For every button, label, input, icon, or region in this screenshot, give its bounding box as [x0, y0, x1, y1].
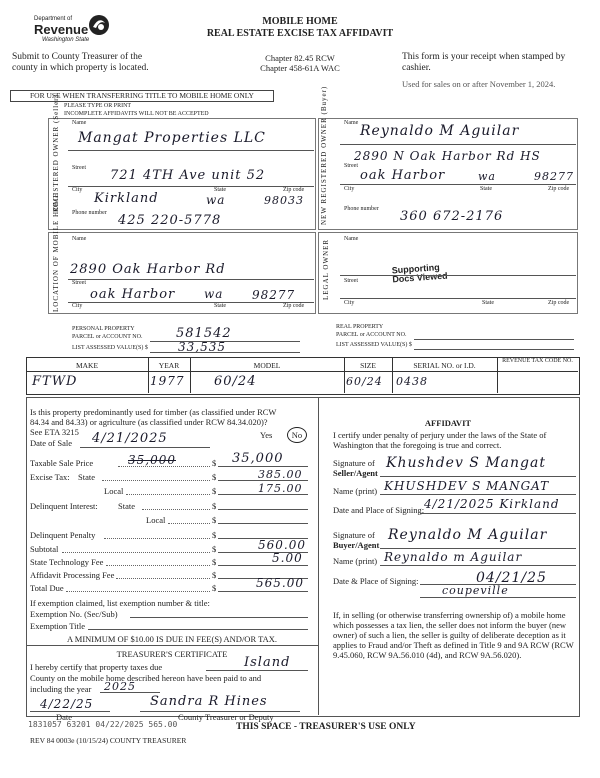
delinquent-state-dollar: $ [212, 501, 217, 511]
year-value[interactable]: 1977 [150, 374, 185, 388]
seller-zip-value[interactable]: 98033 [264, 194, 304, 207]
subtotal-label: Subtotal [30, 544, 59, 554]
buyer-name-value[interactable]: Reynaldo M Aguilar [360, 123, 520, 139]
treasurer-date-value[interactable]: 4/22/25 [40, 697, 94, 711]
seller-name-label: Name [72, 120, 87, 126]
form-title-2: REAL ESTATE EXCISE TAX AFFIDAVIT [206, 28, 394, 39]
seller-phone-value[interactable]: 425 220-5778 [118, 213, 222, 228]
seller-side-label: REGISTERED OWNER (Seller) [52, 94, 60, 212]
location-side-label: LOCATION OF MOBILE HOME [52, 192, 60, 312]
total-due-label: Total Due [30, 583, 64, 593]
location-zip-label: Zip code [283, 303, 305, 309]
logo-washington-text: Washington State [42, 37, 90, 43]
receipt-note-2: cashier. [402, 63, 431, 73]
seller-city-label: City [72, 187, 83, 193]
buyer-phone-value[interactable]: 360 672-2176 [400, 209, 504, 224]
affidavit-fee-dollar: $ [212, 570, 217, 580]
legal-owner-side-label: LEGAL OWNER [322, 238, 330, 300]
legal-name-label: Name [344, 236, 359, 242]
location-name-label: Name [72, 236, 87, 242]
treasurer-line-2: County on the mobile home described hereon have been paid to and [30, 673, 262, 683]
subtotal-dollar: $ [212, 544, 217, 554]
excise-state-value[interactable]: 385.00 [258, 468, 303, 481]
treasurer-certificate-title: TREASURER'S CERTIFICATE [116, 649, 228, 659]
col-size: SIZE [360, 361, 376, 370]
exemption-note: If exemption claimed, list exemption number & title: [30, 598, 210, 608]
personal-property-label: PERSONAL PROPERTY [72, 326, 135, 332]
taxable-dollar: $ [212, 458, 217, 468]
buyer-state-label: State [480, 186, 492, 192]
seller-sig-label-1: Signature of [333, 458, 375, 468]
col-year: YEAR [158, 361, 180, 370]
personal-parcel-value[interactable]: 581542 [176, 326, 232, 341]
location-state-label: State [214, 303, 226, 309]
location-state-value[interactable]: wa [204, 287, 224, 301]
seller-sig-label-2: Seller/Agent [333, 468, 378, 478]
legal-street-label: Street [344, 278, 358, 284]
seller-name-print[interactable]: KHUSHDEV S MANGAT [384, 479, 550, 493]
buyer-city-label: City [344, 186, 355, 192]
seller-name-value[interactable]: Mangat Properties LLC [78, 130, 266, 146]
affidavit-text-1: I certify under penalty of perjury under the laws of the State of [333, 430, 547, 440]
buyer-side-label: NEW REGISTERED OWNER (Buyer) [320, 85, 328, 225]
form-title-1: MOBILE HOME [262, 16, 338, 27]
logo-revenue-text: Revenue [34, 22, 89, 37]
buyer-place[interactable]: coupeville [442, 584, 509, 597]
buyer-date-place-label: Date & Place of Signing: [333, 576, 419, 586]
buyer-signature[interactable]: Reynaldo M Aguilar [388, 527, 548, 543]
treasurer-county-value[interactable]: Island [244, 655, 291, 670]
subtotal-value[interactable]: 560.00 [258, 538, 306, 552]
col-make: MAKE [75, 361, 99, 370]
supporting-docs-stamp: Supporting Docs Viewed [391, 262, 448, 285]
buyer-sig-label-2: Buyer/Agent [333, 540, 380, 550]
lien-warning-4: applies to Fraud and/or Theft as defined in Title 9 and 9A RCW (RCW [333, 640, 574, 650]
serial-value[interactable]: 0438 [396, 375, 428, 388]
location-city-label: City [72, 303, 83, 309]
seller-state-value[interactable]: wa [206, 193, 226, 207]
location-street-value[interactable]: 2890 Oak Harbor Rd [70, 262, 226, 277]
seller-date-place-label: Date and Place of Signing: [333, 505, 425, 515]
affidavit-text-2: Washington that the foregoing is true and correct. [333, 440, 502, 450]
buyer-name-print[interactable]: Reynaldo m Aguilar [384, 550, 523, 564]
legal-city-label: City [344, 300, 355, 306]
logo-swirl-icon [88, 14, 110, 36]
treasurer-use-only: THIS SPACE - TREASURER'S USE ONLY [236, 722, 416, 732]
delinquent-local-dollar: $ [212, 515, 217, 525]
minimum-due-note: A MINIMUM OF $10.00 IS DUE IN FEE(S) AND/OR TAX. [66, 634, 278, 644]
lien-warning-2: which possesses a tax lien, the seller does not inform the buyer (new [333, 620, 566, 630]
real-assessed-label: LIST ASSESSED VALUE(S) $ [336, 342, 412, 348]
type-or-print-note: PLEASE TYPE OR PRINT [64, 103, 132, 109]
receipt-note-1: This form is your receipt when stamped by [402, 52, 566, 62]
seller-street-label: Street [72, 165, 86, 171]
submit-note-1: Submit to County Treasurer of the [12, 52, 143, 62]
personal-assessed-value[interactable]: 33,535 [178, 340, 226, 354]
excise-state-label: State [78, 472, 95, 482]
timber-yes-option[interactable]: Yes [260, 430, 273, 440]
location-street-label: Street [72, 280, 86, 286]
seller-date-place[interactable]: 4/21/2025 Kirkland [424, 497, 560, 511]
date-of-sale-value[interactable]: 4/21/2025 [92, 431, 168, 446]
buyer-zip-label: Zip code [548, 186, 570, 192]
excise-state-dollar: $ [212, 472, 217, 482]
tech-fee-dollar: $ [212, 557, 217, 567]
buyer-zip-value[interactable]: 98277 [534, 170, 574, 183]
logo-department-text: Department of [34, 16, 73, 22]
seller-name-print-label: Name (print) [333, 486, 378, 496]
excise-tax-label: Excise Tax: [30, 472, 70, 482]
treasurer-signature[interactable]: Sandra R Hines [150, 694, 268, 709]
timber-question-2: 84.34 and 84.33) or agriculture (as classified under RCW 84.34.020)? [30, 417, 268, 427]
excise-local-label: Local [104, 486, 124, 496]
date-of-sale-label: Date of Sale [30, 438, 73, 448]
treasurer-sig-label: County Treasurer or Deputy [178, 712, 274, 722]
total-dollar: $ [212, 583, 217, 593]
treasurer-date-label: Date [56, 712, 73, 722]
buyer-state-value[interactable]: wa [478, 170, 496, 183]
seller-state-label: State [214, 187, 226, 193]
timber-question-1: Is this property predominantly used for timber (as classified under RCW [30, 407, 277, 417]
col-serial: SERIAL NO. or I.D. [413, 361, 476, 370]
chapter-rcw: Chapter 82.45 RCW [265, 53, 335, 63]
chapter-wac: Chapter 458-61A WAC [260, 63, 340, 73]
taxable-price-struck: 35,000 [128, 453, 176, 467]
lien-warning-1: If, in selling (or otherwise transferring ownership of) a mobile home [333, 610, 566, 620]
seller-signature[interactable]: Khushdev S Mangat [386, 455, 546, 471]
col-model: MODEL [253, 361, 281, 370]
legal-zip-label: Zip code [548, 300, 570, 306]
buyer-city-value[interactable]: oak Harbor [360, 168, 446, 183]
tech-fee-label: State Technology Fee [30, 557, 104, 567]
seller-phone-label: Phone number [72, 210, 107, 216]
buyer-phone-label: Phone number [344, 206, 379, 212]
dor-logo [12, 12, 112, 52]
buyer-street-label: Street [344, 163, 358, 169]
personal-parcel-label: PARCEL or ACCOUNT NO. [72, 334, 143, 340]
total-due-value[interactable]: 565.00 [256, 576, 304, 590]
cashier-receipt-stamp: 1831057 63201 04/22/2025 565.00 [28, 720, 178, 729]
affidavit-title: AFFIDAVIT [424, 418, 472, 428]
location-city-value[interactable]: oak Harbor [90, 287, 176, 302]
excise-local-dollar: $ [212, 486, 217, 496]
exemption-title-label: Exemption Title [30, 621, 86, 631]
timber-no-option[interactable]: No [287, 427, 307, 443]
delinquent-state-label: State [118, 501, 135, 511]
penalty-dollar: $ [212, 530, 217, 540]
delinquent-local-label: Local [146, 515, 166, 525]
used-for-note: Used for sales on or after November 1, 2024. [402, 79, 556, 89]
tech-fee-value[interactable]: 5.00 [272, 551, 303, 565]
submit-note-2: county in which property is located. [12, 63, 149, 73]
buyer-name-label: Name [344, 120, 359, 126]
taxable-price-label: Taxable Sale Price [30, 458, 94, 468]
mobile-home-only-box: FOR USE WHEN TRANSFERRING TITLE TO MOBILE HOME ONLY [10, 90, 274, 102]
real-property-label: REAL PROPERTY [336, 324, 384, 330]
lien-warning-3: owner) of such a lien, the seller is guilty of deliberate deception as it [333, 630, 566, 640]
incomplete-note: INCOMPLETE AFFIDAVITS WILL NOT BE ACCEPTED [64, 111, 209, 117]
excise-local-value[interactable]: 175.00 [258, 482, 303, 495]
delinquent-interest-label: Delinquent Interest: [30, 501, 98, 511]
buyer-street-value[interactable]: 2890 N Oak Harbor Rd HS [354, 149, 541, 163]
model-value[interactable]: 60/24 [214, 374, 257, 389]
real-parcel-label: PARCEL or ACCOUNT NO. [336, 332, 407, 338]
eta-reference: See ETA 3215 [30, 427, 79, 437]
seller-street-value[interactable]: 721 4TH Ave unit 52 [110, 168, 266, 183]
affidavit-fee-label: Affidavit Processing Fee [30, 570, 115, 580]
buyer-date[interactable]: 04/21/25 [476, 570, 547, 586]
treasurer-year-value[interactable]: 2025 [104, 680, 136, 693]
taxable-price-value[interactable]: 35,000 [232, 451, 284, 466]
legal-state-label: State [482, 300, 494, 306]
make-value[interactable]: FTWD [32, 374, 78, 389]
buyer-sig-label-1: Signature of [333, 530, 375, 540]
location-zip-value[interactable]: 98277 [252, 288, 296, 302]
seller-city-value[interactable]: Kirkland [94, 191, 159, 206]
treasurer-line-3: including the year [30, 684, 92, 694]
col-revenue-code: REVENUE TAX CODE NO. [502, 358, 573, 364]
delinquent-penalty-label: Delinquent Penalty [30, 530, 96, 540]
personal-assessed-label: LIST ASSESSED VALUE(S) $ [72, 345, 148, 351]
form-number: REV 84 0003e (10/15/24) COUNTY TREASURER [30, 736, 187, 745]
treasurer-line-1: I hereby certify that property taxes due [30, 662, 163, 672]
size-value[interactable]: 60/24 [346, 375, 383, 388]
exemption-no-label: Exemption No. (Sec/Sub) [30, 609, 118, 619]
seller-zip-label: Zip code [283, 187, 305, 193]
lien-warning-5: 9.45.060, RCW 9A.56.010 (4d), and RCW 9A.56.020). [333, 650, 522, 660]
buyer-name-print-label: Name (print) [333, 556, 378, 566]
